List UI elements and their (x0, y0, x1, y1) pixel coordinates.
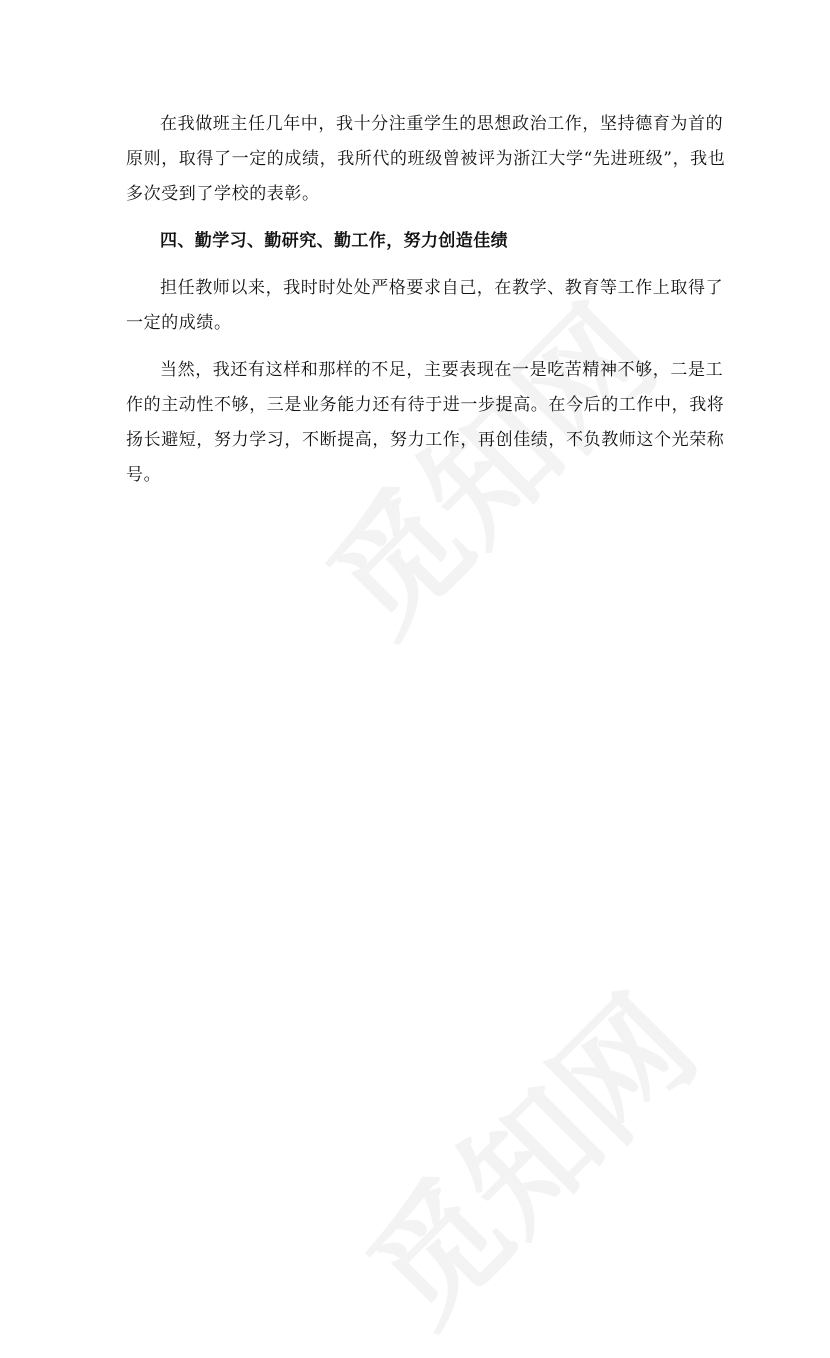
paragraph-line: 当然，我还有这样和那样的不足，主要表现在一是吃苦精神不够，二是工 (160, 360, 724, 380)
paragraph-line: 一定的成绩。 (126, 313, 232, 333)
paragraph-class-teacher-work (126, 107, 726, 212)
paragraph-gap (126, 259, 704, 271)
paragraph-shortcomings (126, 353, 725, 493)
paragraph-self-discipline (126, 271, 724, 341)
paragraph-line: 作的主动性不够，三是业务能力还有待于进一步提高。在今后的工作中，我将 (126, 395, 725, 415)
paragraph-gap (126, 212, 704, 224)
watermark-bottom (321, 949, 729, 1357)
paragraph-line: 扬长避短，努力学习，不断提高，努力工作，再创佳绩，不负教师这个光荣称 (126, 430, 725, 450)
paragraph-line: 多次受到了学校的表彰。 (126, 184, 320, 204)
section-heading (126, 224, 704, 259)
paragraph-line: 原则，取得了一定的成绩，我所代的班级曾被评为浙江大学“先进班级”，我也 (126, 149, 726, 169)
paragraph-line: 在我做班主任几年中，我十分注重学生的思想政治工作，坚持德育为首的 (160, 114, 724, 134)
paragraph-line: 担任教师以来，我时时处处严格要求自己，在教学、教育等工作上取得了 (160, 278, 724, 298)
document-body (126, 107, 726, 493)
section-heading-text: 四、勤学习、勤研究、勤工作，努力创造佳绩 (160, 231, 508, 251)
paragraph-gap (126, 341, 704, 353)
paragraph-line: 号。 (126, 465, 162, 485)
